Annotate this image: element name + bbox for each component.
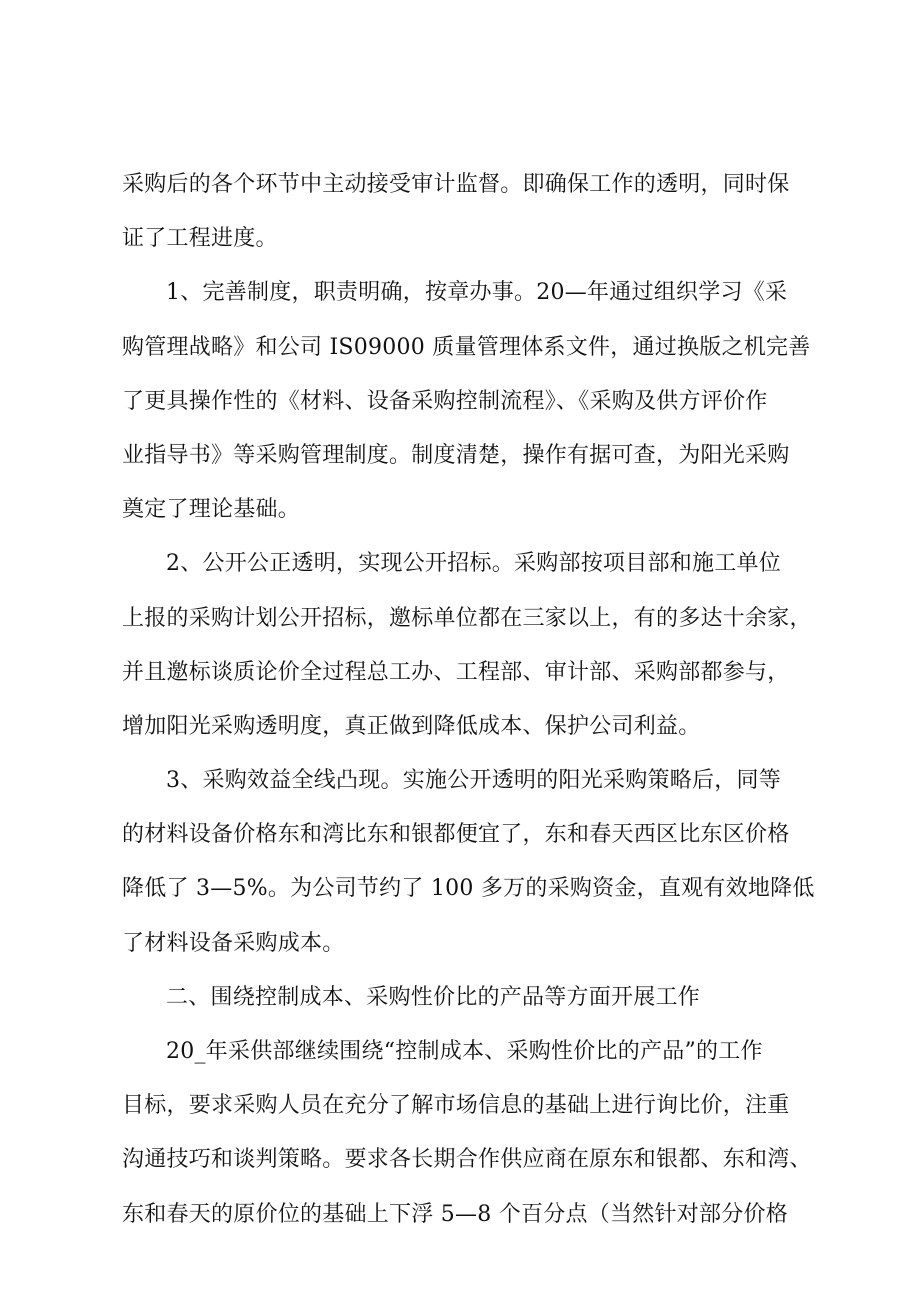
text-line: 了材料设备采购成本。 bbox=[122, 930, 345, 956]
text-line: 3、采购效益全线凸现。实施公开透明的阳光采购策略后，同等 bbox=[166, 768, 781, 794]
text-line: 2、公开公正透明，实现公开招标。采购部按项目部和施工单位 bbox=[166, 551, 781, 577]
text-line: 购管理战略》和公司 IS09000 质量管理体系文件，通过换版之机完善 bbox=[122, 334, 811, 360]
text-line: 降低了 3—5%。为公司节约了 100 多万的采购资金，直观有效地降低 bbox=[122, 876, 815, 902]
text-line: 上报的采购计划公开招标，邀标单位都在三家以上，有的多达十余家， bbox=[122, 605, 812, 631]
text-line: 证了工程进度。 bbox=[122, 226, 278, 252]
text-line: 1、完善制度，职责明确，按章办事。20—年通过组织学习《采 bbox=[166, 280, 788, 306]
body-text bbox=[122, 158, 822, 1242]
text-line: 东和春天的原价位的基础上下浮 5—8 个百分点（当然针对部分价格 bbox=[122, 1201, 788, 1227]
text-line: 20_年采供部继续围绕“控制成本、采购性价比的产品”的工作 bbox=[166, 1039, 763, 1064]
text-line: 并且邀标谈质论价全过程总工办、工程部、审计部、采购部都参与， bbox=[122, 659, 790, 685]
text-line: 二、围绕控制成本、采购性价比的产品等方面开展工作 bbox=[166, 984, 701, 1010]
text-line: 的材料设备价格东和湾比东和银都便宜了，东和春天西区比东区价格 bbox=[122, 822, 790, 848]
text-line: 业指导书》等采购管理制度。制度清楚，操作有据可查，为阳光采购 bbox=[122, 442, 790, 468]
text-line: 了更具操作性的《材料、设备采购控制流程》、《采购及供方评价作 bbox=[122, 388, 768, 414]
text-line: 采购后的各个环节中主动接受审计监督。即确保工作的透明，同时保 bbox=[122, 172, 790, 197]
text-line: 目标，要求采购人员在充分了解市场信息的基础上进行询比价，注重 bbox=[122, 1093, 790, 1119]
text-line: 沟通技巧和谈判策略。要求各长期合作供应商在原东和银都、东和湾、 bbox=[122, 1147, 812, 1173]
text-line: 奠定了理论基础。 bbox=[122, 497, 301, 523]
text-line: 增加阳光采购透明度，真正做到降低成本、保护公司利益。 bbox=[122, 713, 701, 739]
